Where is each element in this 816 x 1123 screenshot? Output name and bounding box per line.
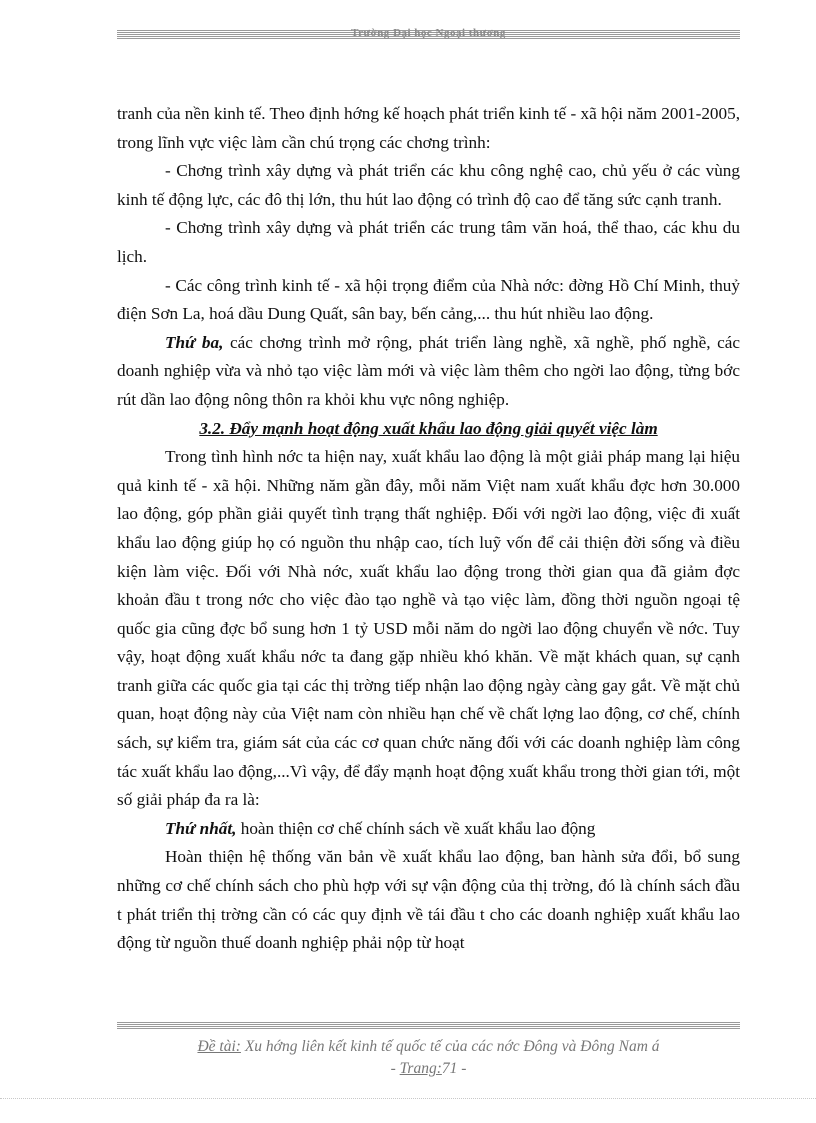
paragraph-lead: Thứ nhất, — [165, 818, 237, 838]
paragraph — [117, 329, 740, 415]
page-number-value: 71 — [441, 1060, 458, 1077]
page-label: Trang: — [399, 1060, 442, 1077]
page-number — [117, 1059, 740, 1079]
page-suffix: - — [457, 1060, 467, 1077]
header-title: Trường Đại học Ngoại thương — [351, 27, 506, 39]
footer-topic-label: Đề tài: — [197, 1038, 241, 1055]
paragraph: tranh của nền kinh tế. Theo định hớng kế hoạch phát triển kinh tế - xã hội năm 2001-2005, trong lĩnh vực việc làm cần chú trọng các chơng trình: — [117, 104, 740, 152]
paragraph: - Chơng trình xây dựng và phát triển các trung tâm văn hoá, thể thao, các khu du lịch. — [117, 218, 740, 266]
paragraph-text: các chơng trình mở rộng, phát triển làng nghề, xã nghề, phố nghề, các doanh nghiệp vừa và nhỏ tạo việc làm mới và việc làm thêm cho ngời lao động, từng bớc rút dần lao động nông thôn ra khỏi khu vực nông nghiệp. — [117, 332, 741, 409]
paragraph: - Chơng trình xây dựng và phát triển các khu công nghệ cao, chủ yếu ở các vùng kinh tế động lực, các đô thị lớn, thu hút lao động có trình độ cao để tăng sức cạnh tranh. — [117, 161, 740, 209]
footer-topic — [117, 1037, 740, 1057]
paragraph-lead: Thứ ba, — [165, 332, 224, 352]
footer-topic-text: Xu hớng liên kết kinh tế quốc tế của các nớc Đông và Đông Nam á — [240, 1038, 660, 1055]
paragraph-text: hoàn thiện cơ chế chính sách về xuất khẩu lao động — [236, 818, 596, 838]
footer-rule — [117, 1022, 740, 1029]
paragraph: Hoàn thiện hệ thống văn bản về xuất khẩu lao động, ban hành sửa đổi, bổ sung những cơ chế chính sách cho phù hợp với sự vận động của thị trờng, đó là chính sách đầu t phát triển thị trờng cần có các quy định về tái đầu t cho các doanh nghiệp xuất khẩu lao động từ nguồn thuế doanh nghiệp phải nộp từ hoạt — [117, 847, 740, 953]
paragraph — [117, 815, 740, 844]
page-prefix: - — [390, 1060, 400, 1077]
paragraph: Trong tình hình nớc ta hiện nay, xuất khẩu lao động là một giải pháp mang lại hiệu quả kinh tế - xã hội. Những năm gần đây, mỗi năm Việt nam xuất khẩu đợc hơn 30.000 lao động, góp phần giải quyết tình trạng thất nghiệp. Đối với ngời lao động, việc đi xuất khẩu lao động giúp họ có nguồn thu nhập cao, tích luỹ vốn để cải thiện đời sống và điều kiện làm việc. Đối với Nhà nớc, xuất khẩu lao động trong thời gian qua đã giảm đợc khoản đầu t trong nớc cho việc đào tạo nghề và tạo việc làm, đồng thời nguồn ngoại tệ quốc gia cũng đợc bổ sung hơn 1 tỷ USD mỗi năm do ngời lao động chuyển về nớc. Tuy vậy, hoạt động xuất khẩu nớc ta đang gặp nhiều khó khăn. Về mặt khách quan, sự cạnh tranh giữa các quốc gia tại các thị trờng tiếp nhận lao động ngày càng gay gắt. Về mặt chủ quan, hoạt động này của Việt nam còn nhiều hạn chế về chất lợng lao động, cơ chế, chính sách, sự kiểm tra, giám sát của các cơ quan chức năng đối với các doanh nghiệp làm công tác xuất khẩu lao động,...Vì vậy, để đẩy mạnh hoạt động xuất khẩu trong thời gian tới, một số giải pháp đa ra là: — [117, 447, 740, 810]
document-body — [117, 100, 740, 958]
paragraph: - Các công trình kinh tế - xã hội trọng điểm của Nhà nớc: đờng Hồ Chí Minh, thuỷ điện Sơn La, hoá dầu Dung Quất, sân bay, bến cảng,... thu hút nhiều lao động. — [117, 275, 740, 324]
page-bottom-divider — [0, 1098, 816, 1099]
section-heading: 3.2. Đẩy mạnh hoạt động xuất khẩu lao động giải quyết việc làm — [199, 418, 658, 438]
